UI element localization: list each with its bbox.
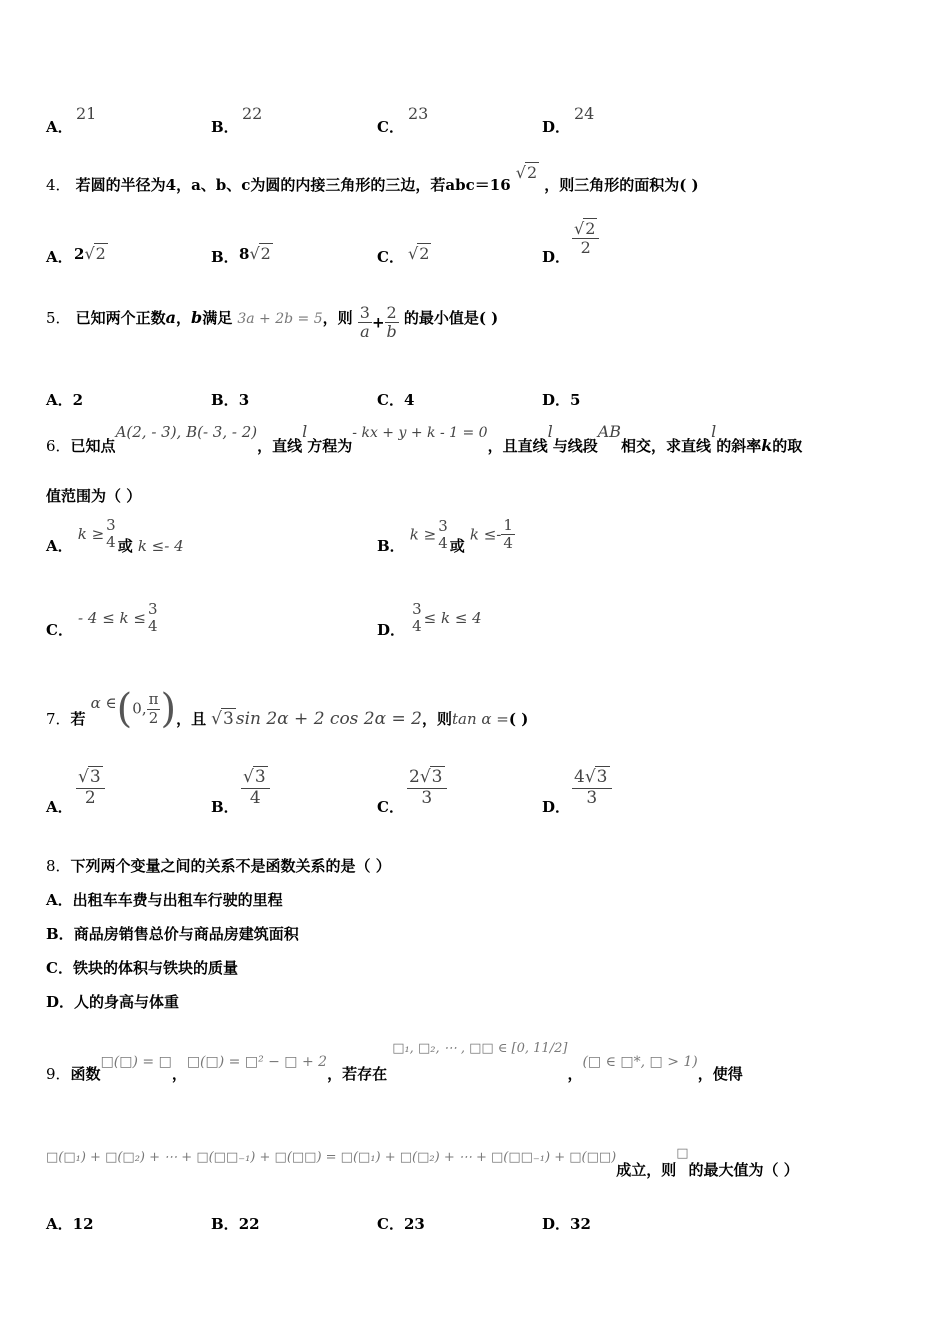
q3-option-c-label: C．	[377, 118, 404, 136]
q6-line2: 值范围为（ ）	[46, 487, 142, 505]
question-5	[46, 304, 498, 342]
q4-option-a: 2√2	[74, 244, 106, 263]
q5-comma: ，	[176, 309, 192, 328]
q4-sqrt: √2	[515, 163, 538, 182]
q7-text-d: ( )	[508, 709, 529, 728]
q7-equation: sin 2α + 2 cos 2α = 2	[235, 708, 422, 729]
q9-f1: □(□) = □	[100, 1054, 172, 1070]
q6-text-b: ，直线	[257, 437, 303, 455]
q7-interval-a: 0,	[132, 699, 147, 718]
q7-option-a-frac: $\frac{√3}{2}$	[76, 768, 105, 808]
q7-option-d-frac: $\frac{4√3}{3}$	[572, 768, 612, 808]
q6-var-k: k	[761, 436, 773, 455]
q9-sep1: ，	[171, 1065, 187, 1083]
q7-options	[46, 768, 746, 828]
q5-text-b: 满足	[202, 309, 233, 328]
q6-text-f: 相交，求直线	[621, 437, 712, 455]
q5-option-b: B．3	[211, 391, 250, 409]
q6-line-l-2: l	[547, 422, 553, 441]
q6-text-h: 的取	[772, 437, 803, 455]
q4-option-a-label: A．	[46, 248, 73, 266]
q6-option-d: D． 3 4 ≤ k ≤ 4	[377, 600, 482, 639]
q9-sep2: ，	[567, 1065, 583, 1083]
q9-text-b: ，若存在	[327, 1065, 388, 1083]
q7-option-c-label: C．	[377, 798, 404, 816]
q6-points: A(2, - 3), B(- 3, - 2)	[115, 423, 258, 441]
q5-frac-1: $\frac{3}{a}$	[359, 303, 370, 342]
q7-option-b-frac: $\frac{√3}{4}$	[241, 768, 270, 808]
q9-option-b: B．22	[211, 1215, 260, 1233]
q6-option-b: B． k ≥ 3 4 或 k ≤- $\frac{1}{4}$	[377, 516, 513, 556]
q7-text-b: ，且	[176, 709, 207, 728]
q3-option-a-value: 21	[76, 104, 97, 123]
q5-var-b: b	[191, 308, 203, 328]
q9-text-a: 函数	[70, 1065, 101, 1083]
q5-text-d: 的最小值是( )	[403, 309, 499, 328]
q5-number: 5．	[46, 309, 71, 328]
q7-pi-frac: $\frac{\pi}{2}$	[148, 690, 159, 727]
q6-text-c: 方程为	[307, 437, 353, 455]
q4-option-d-label: D．	[542, 248, 571, 266]
q7-text-c: ，则	[421, 709, 452, 728]
question-9	[46, 1036, 743, 1083]
q7-text-a: 若	[70, 709, 86, 728]
q3-option-c-value: 23	[408, 104, 429, 123]
q6-text-e: 与线段	[552, 437, 598, 455]
q7-number: 7．	[46, 709, 71, 728]
q5-option-a: A．2	[46, 391, 84, 409]
q4-options	[46, 220, 746, 275]
q9-text-e: 的最大值为（ ）	[688, 1161, 799, 1179]
question-4	[46, 162, 699, 194]
q4-option-b-label: B．	[211, 248, 239, 266]
q9-cond: (□ ∈ □*, □ > 1)	[582, 1054, 698, 1070]
q3-option-b-label: B．	[211, 118, 239, 136]
q9-option-d: D．32	[542, 1215, 591, 1233]
q9-option-c: C．23	[377, 1215, 425, 1233]
q5-option-c: C．4	[377, 391, 415, 409]
q6-line-l-3: l	[711, 422, 717, 441]
question-8	[46, 855, 391, 876]
q9-option-a: A．12	[46, 1215, 94, 1233]
q9-number: 9．	[46, 1065, 71, 1083]
q7-option-c-frac: $\frac{2√3}{3}$	[407, 768, 447, 808]
q4-option-b: 8√2	[239, 244, 271, 263]
q7-tan: tan α =	[452, 709, 509, 728]
q8-option-d: D．人的身高与体重	[46, 993, 180, 1011]
q3-option-b-value: 22	[242, 104, 263, 123]
q4-option-c-label: C．	[377, 248, 404, 266]
q5-frac-2: $\frac{2}{b}$	[386, 303, 397, 342]
q6-line-l: l	[302, 422, 308, 441]
q3-option-a-label: A．	[46, 118, 73, 136]
q5-text-a: 已知两个正数	[75, 309, 166, 328]
q5-var-a: a	[165, 308, 177, 328]
q4-number: 4．	[46, 176, 71, 194]
q8-option-a: A．出租车车费与出租车行驶的里程	[46, 891, 283, 909]
q6-text-g: 的斜率	[716, 437, 762, 455]
q5-plus: +	[371, 313, 385, 332]
q8-text: 下列两个变量之间的关系不是函数关系的是（ ）	[70, 857, 391, 875]
q4-option-d-fraction: $\frac{√2}{2}$	[572, 220, 599, 258]
q6-equation: - kx + y + k - 1 = 0	[352, 425, 488, 441]
q4-text-b: ，则三角形的面积为( )	[544, 176, 699, 194]
q4-text-a: 若圆的半径为4，a、b、c为圆的内接三角形的三边，若abc＝16	[75, 176, 511, 194]
q6-segment: AB	[597, 422, 622, 441]
q3-option-d-label: D．	[542, 118, 571, 136]
q7-sqrt3: √3	[211, 708, 234, 729]
q7-option-b-label: B．	[211, 798, 239, 816]
q9-line2	[46, 1145, 799, 1179]
q9-vars: □₁, □₂, ⋯ , □□ ∈ [0, 11/2]	[392, 1041, 568, 1056]
question-6	[46, 421, 803, 455]
q7-option-a-label: A．	[46, 798, 73, 816]
q9-text-c: ，使得	[697, 1065, 743, 1083]
q3-option-d-value: 24	[574, 104, 595, 123]
q6-text-d: ，且直线	[487, 437, 548, 455]
q5-condition: 3a + 2b = 5	[237, 311, 323, 328]
q6-option-a: A． k ≥ 3 4 或 k ≤- 4	[46, 516, 184, 555]
q5-option-d: D．5	[542, 391, 581, 409]
q9-text-d: 成立，则	[616, 1161, 677, 1179]
q7-alpha-in: α ∈	[90, 693, 117, 712]
q9-long-equation: □(□₁) + □(□₂) + ⋯ + □(□□₋₁) + □(□□) = □(□₁) + □(□₂) + ⋯ + □(□□₋₁) + □(□□)	[46, 1150, 617, 1165]
q7-option-d-label: D．	[542, 798, 571, 816]
q8-option-c: C．铁块的体积与铁块的质量	[46, 959, 238, 977]
q8-number: 8．	[46, 857, 71, 875]
q9-f2: □(□) = □² − □ + 2	[186, 1054, 328, 1070]
q5-text-c: ，则	[322, 309, 353, 328]
q6-number: 6．	[46, 437, 71, 455]
question-7: 7．若 α ∈(0, $\frac{\pi}{2}$ )，且 √3 sin 2α + 2 cos 2α = 2，则tan α =( )	[46, 686, 529, 732]
q6-option-c: C． - 4 ≤ k ≤ 3 4	[46, 600, 158, 639]
q8-option-b: B．商品房销售总价与商品房建筑面积	[46, 925, 299, 943]
q9-var-symbol: □	[676, 1146, 689, 1161]
q6-text-a: 已知点	[70, 437, 116, 455]
q4-option-c: √2	[408, 244, 430, 263]
